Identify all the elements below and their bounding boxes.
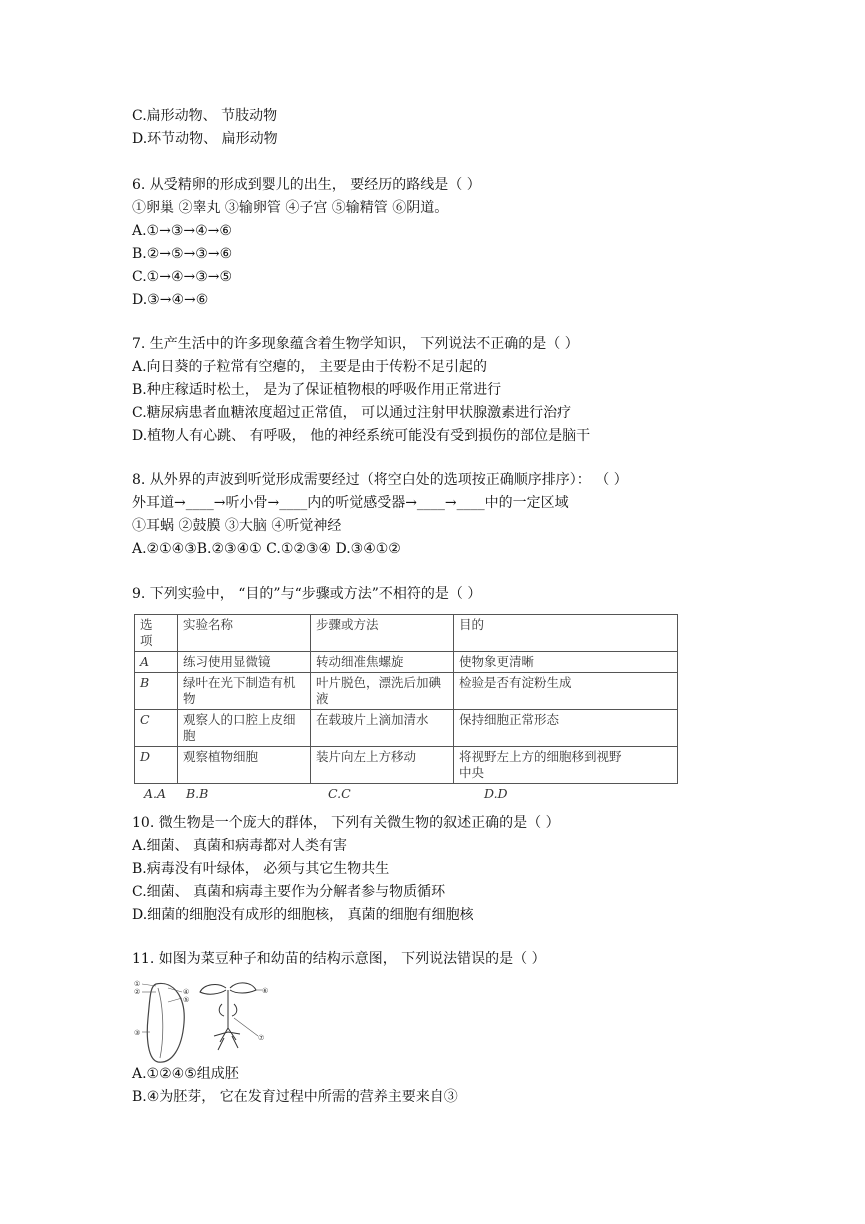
text-line: 外耳道→____→听小骨→____内的听觉感受器→____→____中的一定区域	[132, 495, 569, 511]
text-line: D.环节动物、 扁形动物	[132, 131, 278, 147]
text-line: A.细菌、 真菌和病毒都对人类有害	[132, 838, 348, 854]
text-line: B.②→⑤→③→⑥	[132, 246, 233, 262]
table-cell: 叶片脱色，漂洗后加碘 液	[311, 673, 454, 710]
table-cell: 转动细准焦螺旋	[311, 652, 454, 673]
text-line: B.④为胚芽， 它在发育过程中所需的营养主要来自③	[132, 1089, 458, 1105]
q9-option-a: A.A	[144, 786, 167, 801]
table-cell: 装片向左上方移动	[311, 747, 454, 784]
seedling	[200, 983, 256, 1050]
q9-option-b: B.B	[186, 786, 209, 801]
text-line: 7. 生产生活中的许多现象蕴含着生物学知识， 下列说法不正确的是（ ）	[132, 336, 579, 352]
table-cell: 观察人的口腔上皮细 胞	[178, 710, 311, 747]
label-3: ③	[134, 1029, 141, 1037]
leader-line	[168, 998, 182, 1002]
text-line: C.糖尿病患者血糖浓度超过正常值， 可以通过注射甲状腺激素进行治疗	[132, 405, 572, 421]
leader-line	[168, 988, 182, 992]
text-line: ①耳蜗 ②鼓膜 ③大脑 ④听觉神经	[132, 518, 342, 534]
table-header-cell: 选 项	[135, 615, 178, 652]
table-header-cell: 目的	[454, 615, 678, 652]
text-line: D.植物人有心跳、 有呼吸， 他的神经系统可能没有受到损伤的部位是脑干	[132, 428, 591, 444]
table-header-row	[135, 615, 678, 652]
text-line: C.扁形动物、 节肢动物	[132, 108, 278, 124]
bean-seed-diagram	[134, 978, 274, 1068]
text-line: D.细菌的细胞没有成形的细胞核， 真菌的细胞有细胞核	[132, 907, 474, 923]
text-line: B.病毒没有叶绿体， 必须与其它生物共生	[132, 861, 390, 877]
table-cell: D	[135, 747, 178, 784]
text-line: C.细菌、 真菌和病毒主要作为分解者参与物质循环	[132, 884, 446, 900]
table-cell: B	[135, 673, 178, 710]
table-header-cell: 实验名称	[178, 615, 311, 652]
table-cell: 观察植物细胞	[178, 747, 311, 784]
table-header-cell: 步骤或方法	[311, 615, 454, 652]
text-line: 9. 下列实验中， “目的”与“步骤或方法”不相符的是（ ）	[132, 586, 482, 602]
text-line: D.③→④→⑥	[132, 292, 209, 308]
text-line: 11. 如图为菜豆种子和幼苗的结构示意图， 下列说法错误的是（ ）	[132, 951, 546, 967]
q9-option-c: C.C	[328, 786, 351, 801]
table-cell: A	[135, 652, 178, 673]
text-line: A.向日葵的子粒常有空瘪的， 主要是由于传粉不足引起的	[132, 359, 488, 375]
text-line: A.①→③→④→⑥	[132, 223, 232, 239]
table-cell: 将视野左上方的细胞移到视野 中央	[454, 747, 678, 784]
label-1: ①	[134, 980, 141, 988]
table-cell: 绿叶在光下制造有机 物	[178, 673, 311, 710]
table-cell: 使物象更清晰	[454, 652, 678, 673]
label-2: ②	[134, 988, 141, 996]
text-line: B.种庄稼适时松土， 是为了保证植物根的呼吸作用正常进行	[132, 382, 502, 398]
q9-table	[134, 614, 678, 784]
text-line: ①卵巢 ②睾丸 ③输卵管 ④子宫 ⑤输精管 ⑥阴道。	[132, 200, 449, 216]
table-row	[135, 747, 678, 784]
seed-outline	[147, 983, 184, 1062]
text-line: 6. 从受精卵的形成到婴儿的出生， 要经历的路线是（ ）	[132, 177, 481, 193]
table-row	[135, 710, 678, 747]
table-cell: 检验是否有淀粉生成	[454, 673, 678, 710]
seed-embryo-line	[158, 988, 163, 1058]
label-7: ⑦	[258, 1034, 265, 1042]
q9-option-d: D.D	[484, 786, 508, 801]
text-line: A.②①④③B.②③④① C.①②③④ D.③④①②	[132, 541, 401, 557]
table-cell: 保持细胞正常形态	[454, 710, 678, 747]
table-cell: 练习使用显微镜	[178, 652, 311, 673]
text-line: 10. 微生物是一个庞大的群体， 下列有关微生物的叙述正确的是（ ）	[132, 815, 560, 831]
table-cell: 在载玻片上滴加清水	[311, 710, 454, 747]
text-line: 8. 从外界的声波到听觉形成需要经过（将空白处的选项按正确顺序排序）： （ ）	[132, 472, 628, 488]
label-6: ⑥	[262, 987, 269, 995]
table-row	[135, 652, 678, 673]
text-line: C.①→④→③→⑤	[132, 269, 233, 285]
text-line: A.①②④⑤组成胚	[132, 1066, 239, 1082]
table-row	[135, 673, 678, 710]
label-4: ④	[183, 988, 190, 996]
label-5: ⑤	[183, 996, 190, 1004]
table-cell: C	[135, 710, 178, 747]
